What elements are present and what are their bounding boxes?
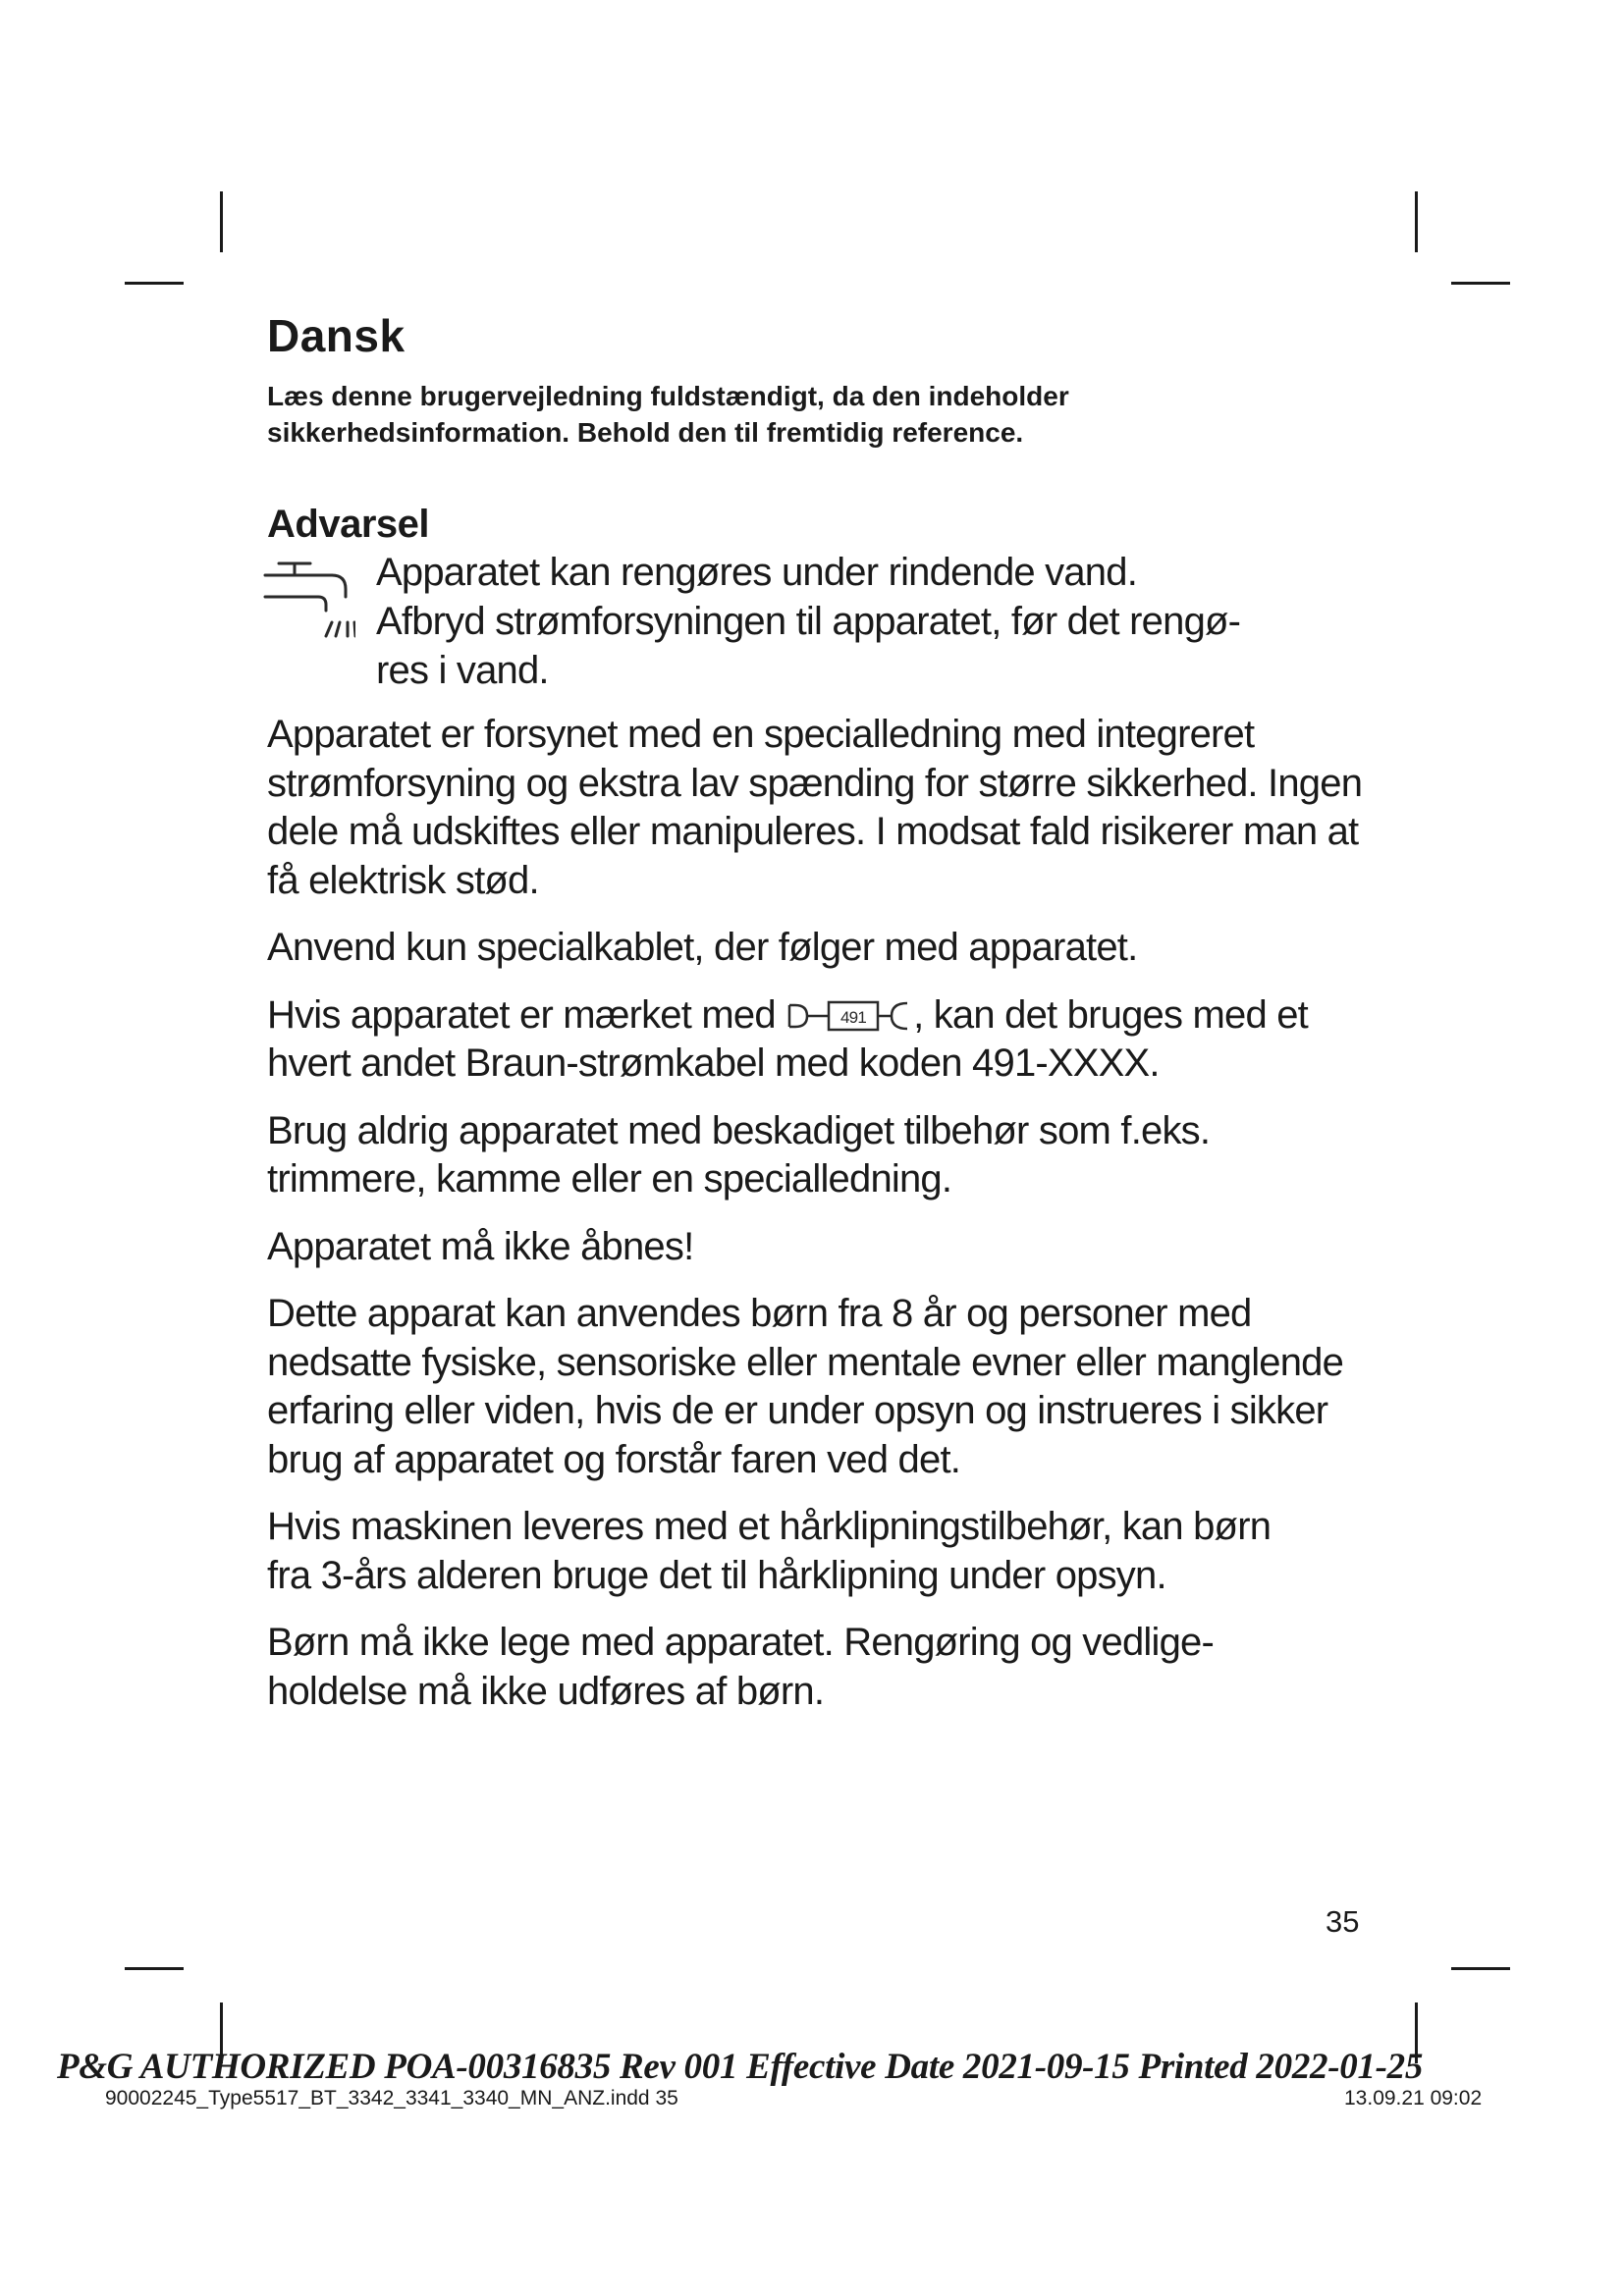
paragraph-hair-clipping: Hvis maskinen leveres med et hårklipningstilbehør, kan børn fra 3-års alderen bruge det til hårklipning under opsyn. [267, 1505, 1272, 1597]
water-tap-icon [261, 558, 355, 638]
authorization-stamp: P&G AUTHORIZED POA-00316835 Rev 001 Effective Date 2021-09-15 Printed 2022-01-25 [57, 2047, 1424, 2087]
warning-line: res i vand. [376, 649, 549, 692]
crop-mark-bottom-right-h [1451, 1967, 1510, 1970]
crop-mark-top-left [220, 191, 223, 252]
safety-instructions [267, 711, 1377, 1735]
paragraph-children-play: Børn må ikke lege med apparatet. Rengøring og vedlige-holdelse må ikke udføres af børn. [267, 1621, 1214, 1713]
intro-line: sikkerhedsinformation. Behold den til fremtidig reference. [267, 417, 1024, 448]
paragraph-cable-code [267, 991, 1308, 1089]
warning-title: Advarsel [267, 503, 429, 546]
paragraph-special-cable: Anvend kun specialkablet, der følger med apparatet. [267, 926, 1138, 969]
print-timestamp: 13.09.21 09:02 [1344, 2087, 1483, 2109]
crop-mark-top-right-h [1451, 282, 1510, 285]
crop-mark-bottom-left-h [125, 1967, 184, 1970]
intro-text [267, 378, 1298, 451]
crop-mark-top-left-h [125, 282, 184, 285]
warning-text [376, 548, 1358, 695]
file-slug: 90002245_Type5517_BT_3342_3341_3340_MN_ANZ.indd 35 [105, 2087, 678, 2109]
paragraph-cable-code-text: Hvis apparatet er mærket med [267, 992, 786, 1037]
intro-line: Læs denne brugervejledning fuldstændigt, da den indeholder [267, 381, 1069, 411]
paragraph-do-not-open: Apparatet må ikke åbnes! [267, 1224, 694, 1268]
page-number: 35 [1326, 1904, 1360, 1939]
crop-mark-top-right [1415, 191, 1418, 252]
cable-code-label: 491 [840, 1007, 867, 1027]
language-heading: Dansk [267, 310, 406, 361]
paragraph-children-usage: Dette apparat kan anvendes børn fra 8 år og personer med nedsatte fysiske, sensoriske eller mentale evner eller manglende erfaring eller viden, hvis de er under opsyn og instrueres i sikker brug af apparatet og forstår faren ved det. [267, 1292, 1344, 1481]
cable-code-icon [785, 998, 913, 1034]
paragraph-damaged-accessories: Brug aldrig apparatet med beskadiget tilbehør som f.eks. trimmere, kamme eller en specialledning. [267, 1108, 1211, 1201]
warning-line: Apparatet kan rengøres under rindende vand. [376, 551, 1138, 594]
warning-line: Afbryd strømforsyningen til apparatet, før det rengø- [376, 600, 1241, 643]
paragraph-power-supply: Apparatet er forsynet med en specialledning med integreret strømforsyning og ekstra lav spænding for større sikkerhed. Ingen dele må udskiftes eller manipuleres. I modsat fald risikerer man at få elektrisk stød. [267, 713, 1363, 902]
paragraph-cable-code-text-rest: , kan det bruges med et hvert andet Braun-strømkabel med koden 491-XXXX. [267, 992, 1308, 1085]
